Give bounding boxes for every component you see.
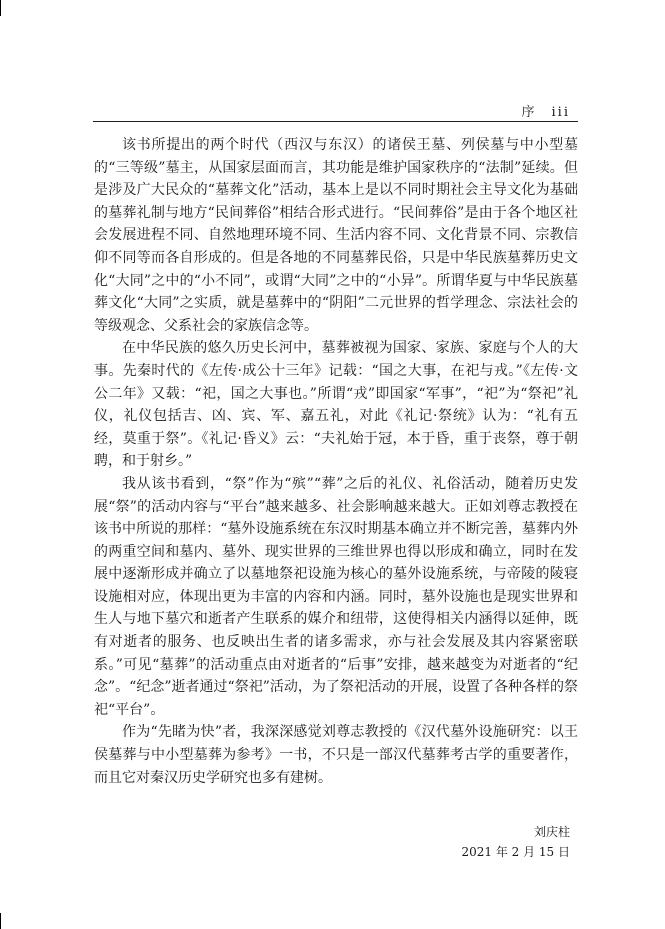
paragraph-4: 作为“先睹为快”者，我深深感觉刘尊志教授的《汉代墓外设施研究：以王侯墓葬与中小型墓葬为参考》一书，不只是一部汉代墓葬考古学的重要著作，而且它对秦汉历史学研究也多有建树。: [94, 724, 578, 786]
paragraph-1: 该书所提出的两个时代（西汉与东汉）的诸侯王墓、列侯墓与中小型墓的“三等级”墓主，从国家层面而言，其功能是维护国家秩序的“法制”延续。但是涉及广大民众的“墓葬文化”活动，基本上是以不同时期社会主导文化为基础的墓葬礼制与地方“民间葬俗”相结合形式进行。“民间葬俗”是由于各个地区社会发展进程不同、自然地理环境不同、生活内容不同、文化背景不同、宗教信仰不同等而各自形成的。但是各地的不同墓葬民俗，只是中华民族墓葬历史文化“大同”之中的“小不同”，或谓“大同”之中的“小异”。所谓华夏与中华民族墓葬文化“大同”之实质，就是墓葬中的“阴阳”二元世界的哲学理念、宗法社会的等级观念、父系社会的家族信念等。: [94, 137, 578, 334]
body-text: [94, 134, 578, 789]
header-rule: [93, 121, 578, 122]
signature-author: 刘庆柱: [533, 825, 570, 839]
signature-block: [461, 822, 570, 862]
signature-date: 2021 年 2 月 15 日: [461, 845, 570, 859]
paragraph-3: 我从该书看到，“祭”作为“殡”“葬”之后的礼仪、礼俗活动，随着历史发展“祭”的活动内容与“平台”越来越多、社会影响越来越大。正如刘尊志教授在该书中所说的那样：“墓外设施系统在东汉时期基本确立并不断完善，墓葬内外的两重空间和墓内、墓外、现实世界的三维世界也得以形成和确立，同时在发展中逐渐形成并确立了以墓地祭祀设施为核心的墓外设施系统，与帝陵的陵寝设施相对应，体现出更为丰富的内容和内涵。同时，墓外设施也是现实世界和生人与地下墓穴和逝者产生联系的媒介和纽带，这使得相关内涵得以延伸，既有对逝者的服务、也反映出生者的诸多需求，亦与社会发展及其内容紧密联系。”可见“墓葬”的活动重点由对逝者的“后事”安排，越来越变为对逝者的“纪念”。“纪念”逝者通过“祭祀”活动，为了祭祀活动的开展，设置了各种各样的祭祀“平台”。: [94, 475, 578, 718]
crop-mark-bottom: [0, 913, 1, 929]
crop-mark-top: [0, 0, 1, 16]
running-header: 序 iii: [521, 105, 570, 120]
paragraph-2: 在中华民族的悠久历史长河中，墓葬被视为国家、家族、家庭与个人的大事。先秦时代的《左传·成公十三年》记载：“国之大事，在祀与戎。”《左传·文公二年》又载：“祀，国之大事也。”所谓“戎”即国家“军事”，“祀”为“祭祀”礼仪，礼仪包括吉、凶、宾、军、嘉五礼，对此《礼记·祭统》认为：“礼有五经，莫重于祭”。《礼记·昏义》云：“夫礼始于冠，本于昏，重于丧祭，尊于朝聘，和于射乡。”: [94, 340, 578, 470]
